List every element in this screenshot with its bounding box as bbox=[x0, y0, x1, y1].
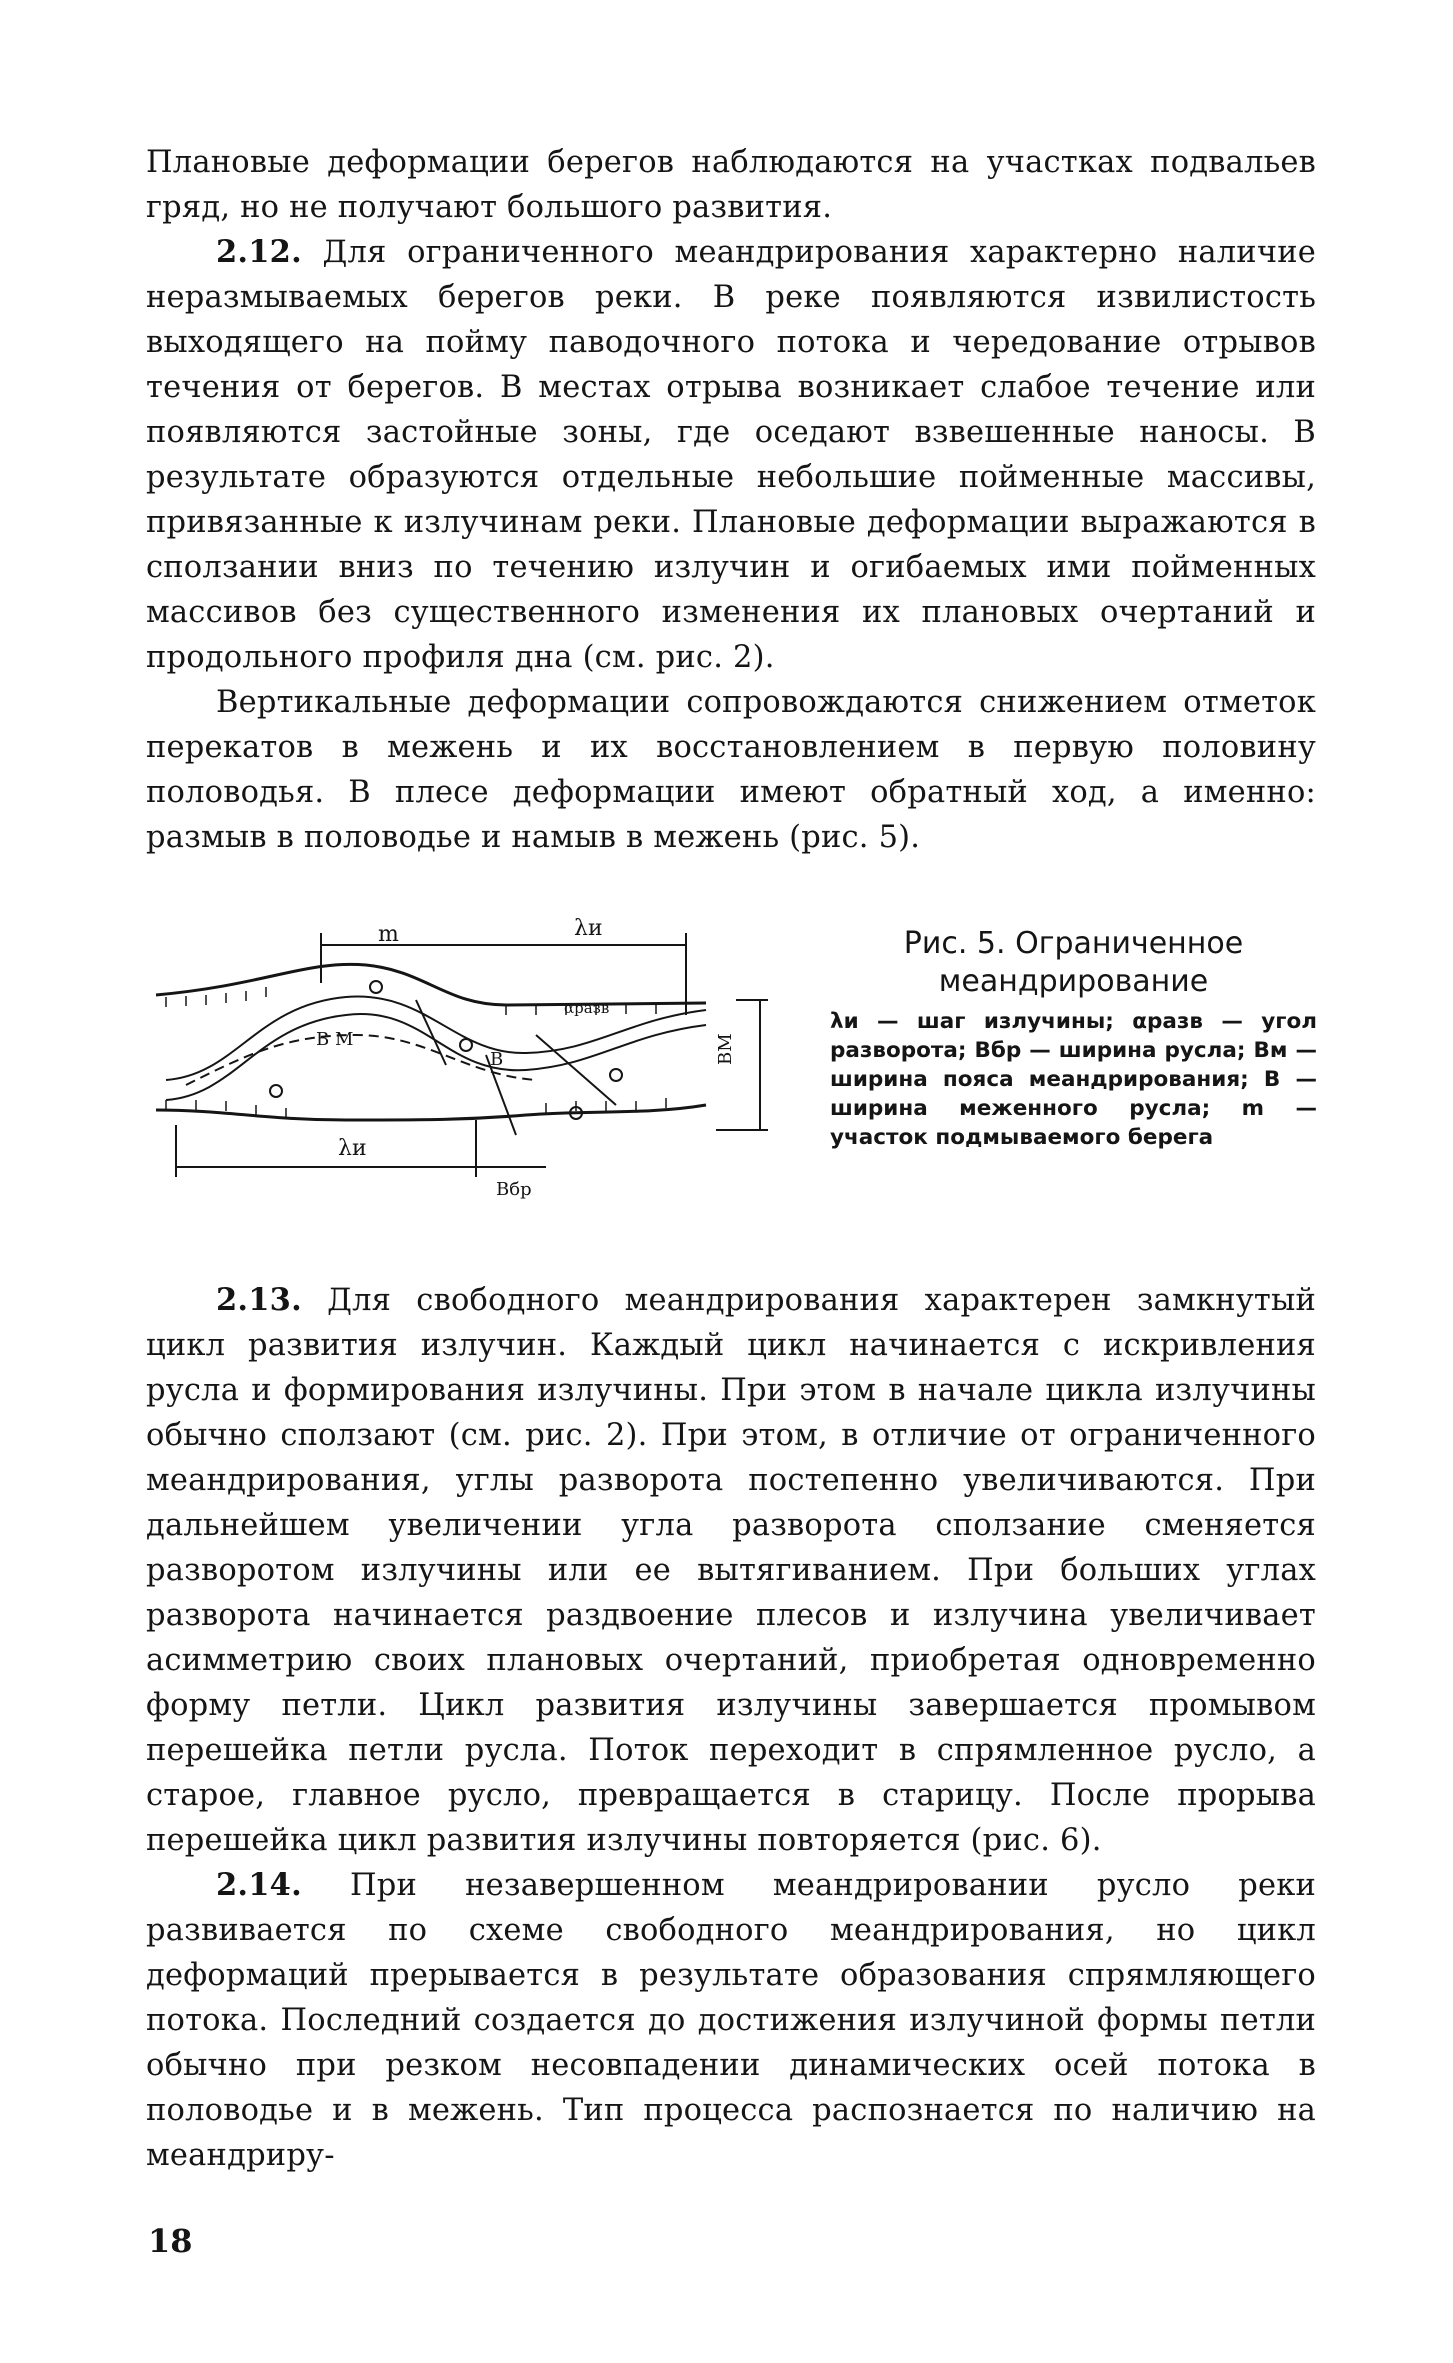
paragraph-2-13 bbox=[146, 1278, 1316, 1863]
section-number: 2.12. bbox=[216, 234, 302, 270]
paragraph-intro: Плановые деформации берегов наблюдаются на участках подвальев гряд, но не получают большого развития. bbox=[146, 145, 1316, 225]
label-bbr: Вбр bbox=[496, 1179, 532, 1200]
figure-caption bbox=[830, 925, 1317, 1152]
paragraph-text: Для свободного меандрирования характерен замкнутый цикл развития излучин. Каждый цикл начинается с искривления русла и формирования излучины. При этом в начале цикла излучины обычно сползают (см. рис. 2). При этом, в отличие от ограниченного меандрирования, углы разворота постепенно увеличиваются. При дальнейшем увеличении угла разворота сползание сменяется разворотом излучины или ее вытягиванием. При больших углах разворота начинается раздвоение плесов и излучина увеличивает асимметрию своих плановых очертаний, приобретая одновременно форму петли. Цикл развития излучины завершается промывом перешейка петли русла. Поток переходит в спрямленное русло, а старое, главное русло, превращается в старицу. После прорыва перешейка цикл развития излучины повторяется (рис. 6). bbox=[146, 1283, 1316, 1858]
label-bm-side: ВМ bbox=[715, 1033, 736, 1065]
paragraph-text: Для ограниченного меандрирования характерно наличие неразмываемых берегов реки. В реке появляются извилистость выходящего на пойму паводочного потока и чередование отрывов течения от берегов. В местах отрыва возникает слабое течение или появляются застойные зоны, где оседают взвешенные наносы. В результате образуются отдельные небольшие пойменные массивы, привязанные к излучинам реки. Плановые деформации выражаются в сползании вниз по течению излучин и огибаемых ими пойменных массивов без существенного изменения их плановых очертаний и продольного профиля дна (см. рис. 2). bbox=[146, 235, 1316, 675]
marker-circle bbox=[460, 1039, 472, 1051]
paragraph-text: При незавершенном меандрировании русло реки развивается по схеме свободного меандрирования, но цикл деформаций прерывается в результате образования спрямляющего потока. Последний создается до достижения излучиной формы петли обычно при резком несовпадении динамических осей потока в половодье и в межень. Тип процесса распознается по наличию на меандриру- bbox=[146, 1868, 1316, 2173]
label-lambda-top: λи bbox=[574, 916, 603, 941]
text-block-bottom bbox=[146, 1278, 1316, 2178]
upper-bank bbox=[156, 964, 706, 1005]
meandering-diagram bbox=[146, 905, 786, 1215]
label-bm: В М bbox=[316, 1029, 354, 1050]
section-number: 2.13. bbox=[216, 1282, 302, 1318]
label-alpha: αразв bbox=[564, 999, 610, 1017]
channel-line bbox=[166, 996, 706, 1080]
text-block-top bbox=[146, 140, 1316, 860]
lower-bank bbox=[156, 1105, 706, 1120]
label-b: В bbox=[490, 1049, 504, 1070]
paragraph-2-12 bbox=[146, 230, 1316, 680]
caption-title: Рис. 5. Ограниченное меандрирование bbox=[903, 926, 1244, 999]
marker-circle bbox=[270, 1085, 282, 1097]
marker-circle bbox=[370, 981, 382, 993]
section-number: 2.14. bbox=[216, 1867, 302, 1903]
label-m: m bbox=[378, 922, 399, 947]
paragraph-2-14 bbox=[146, 1863, 1316, 2178]
page-number: 18 bbox=[148, 2222, 193, 2260]
label-lambda-bottom: λи bbox=[338, 1136, 367, 1161]
caption-legend: λи — шаг излучины; αразв — угол разворота; Вбр — ширина русла; Вм — ширина пояса меандрирования; В — ширина меженного русла; m — участок подмываемого берега bbox=[830, 1009, 1317, 1150]
channel-axis bbox=[186, 1035, 536, 1085]
paragraph-vertical-deformations: Вертикальные деформации сопровождаются снижением отметок перекатов в межень и их восстановлением в первую половину половодья. В плесе деформации имеют обратный ход, а именно: размыв в половодье и намыв в межень (рис. 5). bbox=[146, 685, 1316, 855]
marker-circle bbox=[610, 1069, 622, 1081]
